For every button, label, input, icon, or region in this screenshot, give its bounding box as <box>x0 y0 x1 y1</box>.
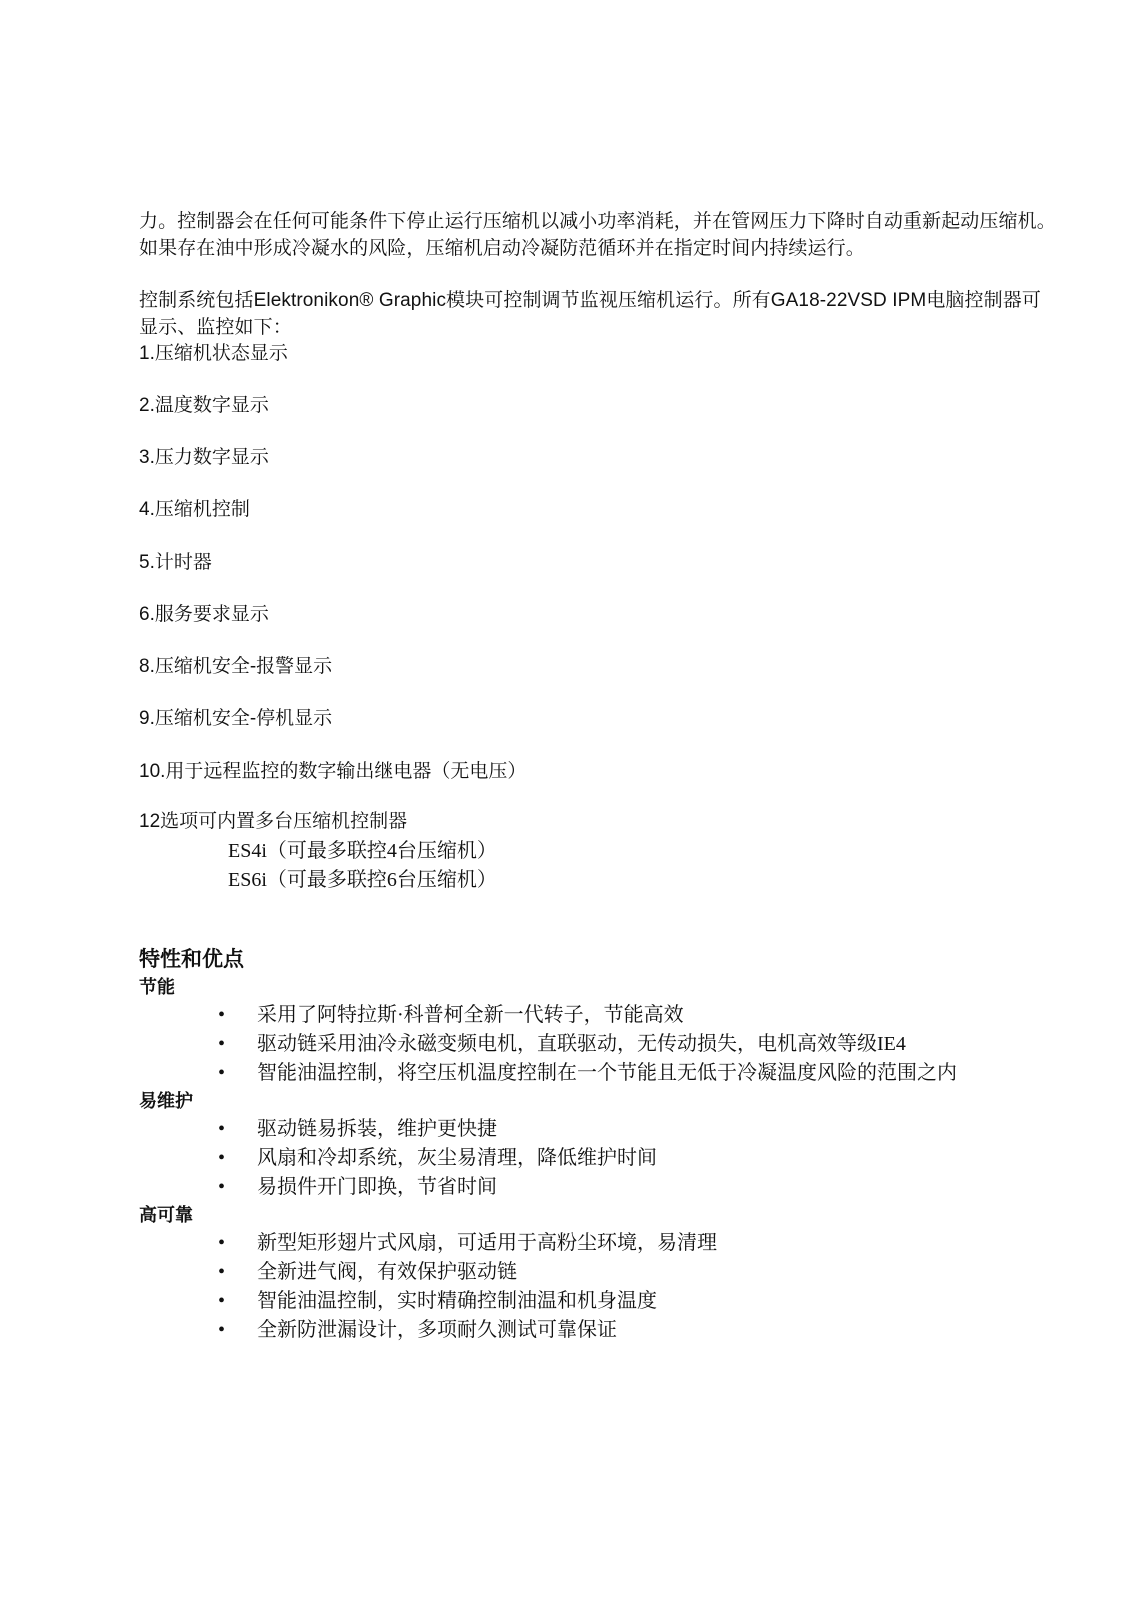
feature-text: 驱动链易拆装，维护更快捷 <box>257 1118 497 1140</box>
function-item: 9.压缩机安全-停机显示 <box>139 708 333 729</box>
bullet-icon: • <box>218 1033 226 1055</box>
function-item: 10.用于远程监控的数字输出继电器（无电压） <box>139 761 527 782</box>
function-item: 4.压缩机控制 <box>139 499 250 520</box>
function-item: 3.压力数字显示 <box>139 447 269 468</box>
function-item: 2.温度数字显示 <box>139 395 269 416</box>
intro-paragraph-continuation: 力。控制器会在任何可能条件下停止运行压缩机以减小功率消耗，并在管网压力下降时自动重新起动压缩机。如果存在油中形成冷凝水的风险，压缩机启动冷凝防范循环并在指定时间内持续运行。 <box>139 211 1056 259</box>
feature-text: 全新防泄漏设计，多项耐久测试可靠保证 <box>257 1319 617 1341</box>
features-title: 特性和优点 <box>139 948 244 971</box>
function-item: 5.计时器 <box>139 552 212 573</box>
bullet-icon: • <box>218 1176 226 1198</box>
feature-text: 易损件开门即换，节省时间 <box>257 1176 497 1198</box>
bullet-icon: • <box>218 1319 226 1341</box>
bullet-icon: • <box>218 1261 226 1283</box>
bullet-icon: • <box>218 1290 226 1312</box>
feature-text: 风扇和冷却系统，灰尘易清理，降低维护时间 <box>257 1147 657 1169</box>
bullet-icon: • <box>218 1232 226 1254</box>
bullet-icon: • <box>218 1118 226 1140</box>
group-heading-high-reliability: 高可靠 <box>139 1205 193 1225</box>
group-heading-energy-saving: 节能 <box>139 977 175 997</box>
controller-option-es4i: ES4i（可最多联控4台压缩机） <box>228 840 497 862</box>
function-item: 12选项可内置多台压缩机控制器 <box>139 811 408 832</box>
feature-text: 驱动链采用油冷永磁变频电机，直联驱动，无传动损失，电机高效等级IE4 <box>257 1033 906 1055</box>
bullet-icon: • <box>218 1062 226 1084</box>
bullet-icon: • <box>218 1147 226 1169</box>
feature-text: 采用了阿特拉斯·科普柯全新一代转子，节能高效 <box>257 1004 684 1026</box>
group-heading-easy-maintenance: 易维护 <box>139 1091 193 1111</box>
feature-text: 智能油温控制，将空压机温度控制在一个节能且无低于冷凝温度风险的范围之内 <box>257 1062 957 1084</box>
function-item: 1.压缩机状态显示 <box>139 343 288 364</box>
feature-text: 新型矩形翅片式风扇，可适用于高粉尘环境，易清理 <box>257 1232 717 1254</box>
feature-text: 全新进气阀，有效保护驱动链 <box>257 1261 517 1283</box>
function-item: 6.服务要求显示 <box>139 604 269 625</box>
controller-option-es6i: ES6i（可最多联控6台压缩机） <box>228 869 497 891</box>
intro-paragraph-control-system: 控制系统包括Elektronikon® Graphic模块可控制调节监视压缩机运行。所有GA18-22VSD IPM电脑控制器可显示、监控如下： <box>139 290 1041 338</box>
feature-text: 智能油温控制，实时精确控制油温和机身温度 <box>257 1290 657 1312</box>
function-item: 8.压缩机安全-报警显示 <box>139 656 333 677</box>
bullet-icon: • <box>218 1004 226 1026</box>
